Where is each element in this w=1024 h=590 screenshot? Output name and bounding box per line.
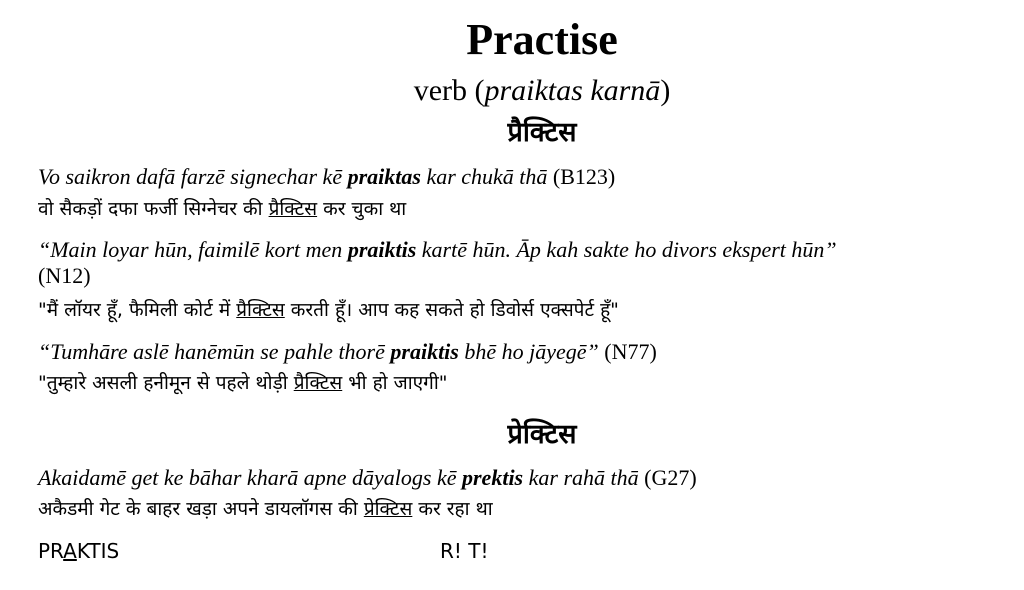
example-text: “Main loyar hūn, faimilē kort men <box>38 237 348 262</box>
pos-label: verb ( <box>413 74 485 107</box>
example-text: kar chukā thā <box>420 164 548 189</box>
pos-transliteration: praiktas karnā <box>484 74 661 107</box>
dev-text: "तुम्हारे असली हनीमून से पहले थोड़ी <box>38 372 294 394</box>
pron-stress: A <box>63 539 77 563</box>
pos-close: ) <box>660 74 671 107</box>
example-keyword: prektis <box>462 465 524 490</box>
example-text: kar rahā thā <box>523 465 639 490</box>
pron-text: PR <box>38 539 64 563</box>
dev-keyword: प्रैक्टिस <box>236 299 285 321</box>
headword: Practise <box>466 15 618 64</box>
example-text: Akaidamē get ke bāhar kharā apne dāyalogs kē <box>38 465 462 490</box>
dev-keyword: प्रैक्टिस <box>293 372 343 394</box>
devanagari-heading-1: प्रैक्टिस <box>507 117 577 148</box>
example-1-devanagari <box>38 196 1016 222</box>
dev-text: कर चुका था <box>317 198 407 220</box>
example-text: Vo saikron dafā farzē signechar kē <box>38 164 348 189</box>
pronunciation-note: R! T! <box>440 539 489 563</box>
example-2-source <box>38 262 1016 289</box>
example-4-devanagari <box>38 496 1016 522</box>
source-ref: (N77) <box>598 339 657 364</box>
dev-text: वो सैकड़ों दफा फर्जी सिग्नेचर की <box>38 198 269 220</box>
example-keyword: praiktis <box>347 237 417 262</box>
example-2-roman <box>38 236 1016 263</box>
example-2-devanagari <box>38 297 1016 323</box>
example-keyword: praiktis <box>390 339 459 364</box>
example-text: bhē ho jāyegē” <box>458 339 599 364</box>
example-text: kartē hūn. Āp kah sakte ho divors ekspert hūn” <box>416 237 837 262</box>
example-4-roman <box>38 464 1016 491</box>
pron-text: KTIS <box>76 539 120 563</box>
dev-text: कर रहा था <box>412 498 493 520</box>
example-keyword: praiktas <box>347 164 421 189</box>
example-text: “Tumhāre aslē hanēmūn se pahle thorē <box>38 339 391 364</box>
devanagari-heading-2: प्रेक्टिस <box>507 419 577 450</box>
source-ref: (B123) <box>547 164 616 189</box>
dev-text: "मैं लॉयर हूँ, फैमिली कोर्ट में <box>38 299 237 321</box>
example-1-roman <box>38 163 1016 190</box>
example-3-devanagari <box>38 370 1016 396</box>
dev-keyword: प्रेक्टिस <box>363 498 413 520</box>
dev-keyword: प्रैक्टिस <box>268 198 318 220</box>
example-3-roman <box>38 338 1016 365</box>
source-ref: (G27) <box>638 465 697 490</box>
dev-text: भी हो जाएगी" <box>342 372 448 394</box>
dev-text: करती हूँ। आप कह सकते हो डिवोर्स एक्सपेर्ट हूँ" <box>284 299 619 321</box>
part-of-speech <box>0 72 1024 110</box>
dev-text: अकैडमी गेट के बाहर खड़ा अपने डायलॉगस की <box>38 498 364 520</box>
pronunciation-guide <box>38 537 119 565</box>
source-ref: (N12) <box>38 263 91 288</box>
